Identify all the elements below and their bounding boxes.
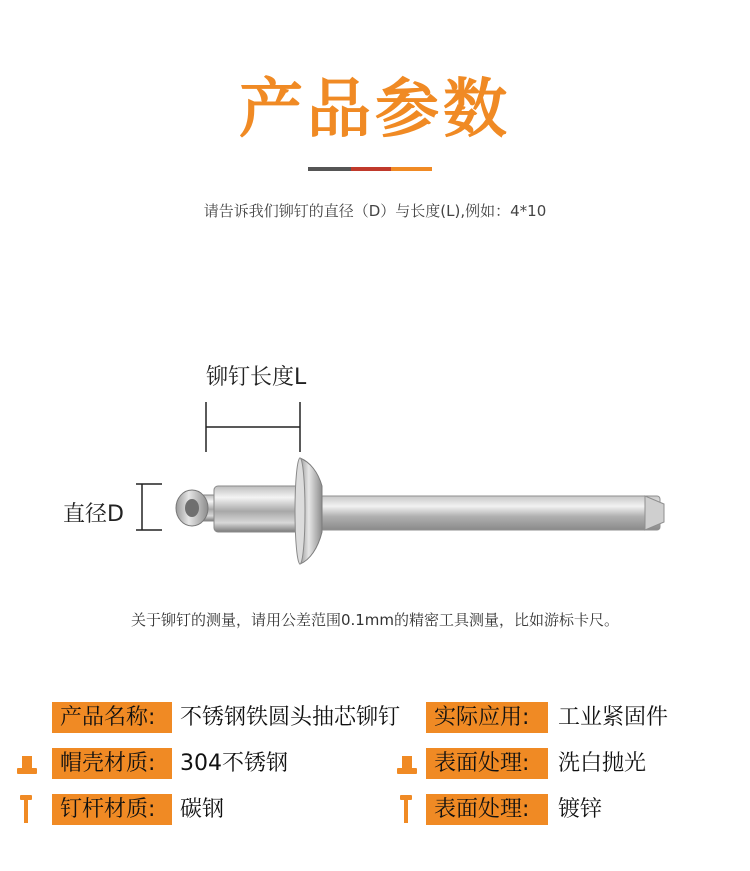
mandrel (320, 496, 660, 530)
spec-label-product-name: 产品名称: (52, 702, 172, 733)
title-divider-dark (308, 167, 351, 171)
page-title: 产品参数 (239, 73, 511, 147)
rivet-cap-icon (16, 754, 38, 776)
spec-value-shank-material: 碳钢 (180, 797, 225, 822)
spec-label-cap-material: 帽壳材质: (52, 748, 172, 779)
spec-label-shank-material: 钉杆材质: (52, 794, 172, 825)
spec-value-application: 工业紧固件 (558, 705, 669, 730)
rivet-body (214, 486, 306, 532)
spec-label-application: 实际应用: (426, 702, 548, 733)
subtitle: 请告诉我们铆钉的直径（D）与长度(L),例如：4*10 (203, 202, 547, 220)
spec-value-surface-treatment-2: 镀锌 (558, 797, 603, 822)
measurement-note: 关于铆钉的测量，请用公差范围0.1mm的精密工具测量，比如游标卡尺。 (130, 611, 620, 629)
title-divider-orange (391, 167, 432, 171)
rivet-diagram (0, 390, 750, 580)
spec-value-product-name: 不锈钢铁圆头抽芯铆钉 (180, 705, 401, 730)
rivet-cap-icon (396, 754, 418, 776)
diameter-label: 直径D (63, 502, 124, 527)
spec-value-cap-material: 304不锈钢 (180, 751, 288, 776)
spec-value-surface-treatment-1: 洗白抛光 (558, 751, 647, 776)
title-divider-red (351, 167, 391, 171)
length-label: 铆钉长度L (206, 365, 307, 390)
mandrel-pin-icon (398, 794, 414, 824)
spec-label-surface-treatment-1: 表面处理: (426, 748, 548, 779)
spec-label-surface-treatment-2: 表面处理: (426, 794, 548, 825)
mandrel-pin-icon (18, 794, 34, 824)
